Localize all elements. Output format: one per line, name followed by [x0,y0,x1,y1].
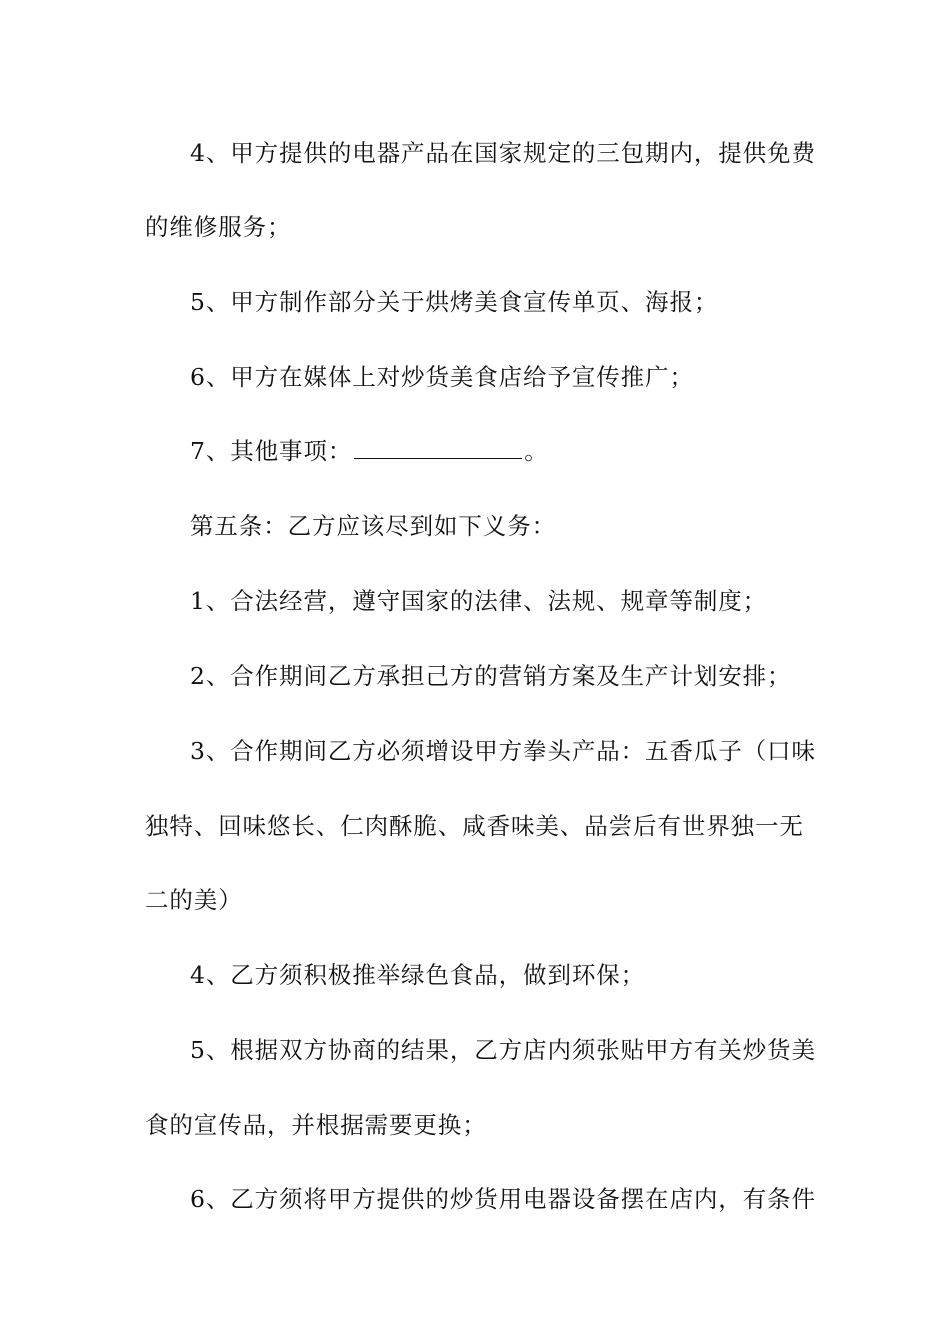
fill-in-blank [354,436,522,459]
paragraph-line: 二的美） [145,886,243,914]
section-heading: 第五条：乙方应该尽到如下义务： [190,512,556,540]
paragraph-line: 的维修服务； [145,213,292,241]
paragraph-line: 1、合法经营，遵守国家的法律、法规、规章等制度； [190,587,768,615]
paragraph-line: 6、乙方须将甲方提供的炒货用电器设备摆在店内，有条件 [190,1185,816,1213]
paragraph-line: 2、合作期间乙方承担己方的营销方案及生产计划安排； [190,662,792,690]
paragraph-line: 4、乙方须积极推举绿色食品，做到环保； [190,961,646,989]
paragraph-line: 4、甲方提供的电器产品在国家规定的三包期内，提供免费 [190,139,816,167]
paragraph-line: 3、合作期间乙方必须增设甲方拳头产品：五香瓜子（口味 [190,737,816,765]
paragraph-line: 5、甲方制作部分关于烘烤美食宣传单页、海报； [190,288,719,316]
paragraph-line: 6、甲方在媒体上对炒货美食店给予宣传推广； [190,363,694,391]
item-label: 7、其他事项： [190,437,353,465]
paragraph-line: 食的宣传品，并根据需要更换； [145,1111,487,1139]
paragraph-line-with-blank [190,436,549,466]
paragraph-line: 独特、回味悠长、仁肉酥脆、咸香味美、品尝后有世界独一无 [145,812,804,840]
terminal-punctuation: 。 [524,437,549,465]
paragraph-line: 5、根据双方协商的结果，乙方店内须张贴甲方有关炒货美 [190,1036,816,1064]
